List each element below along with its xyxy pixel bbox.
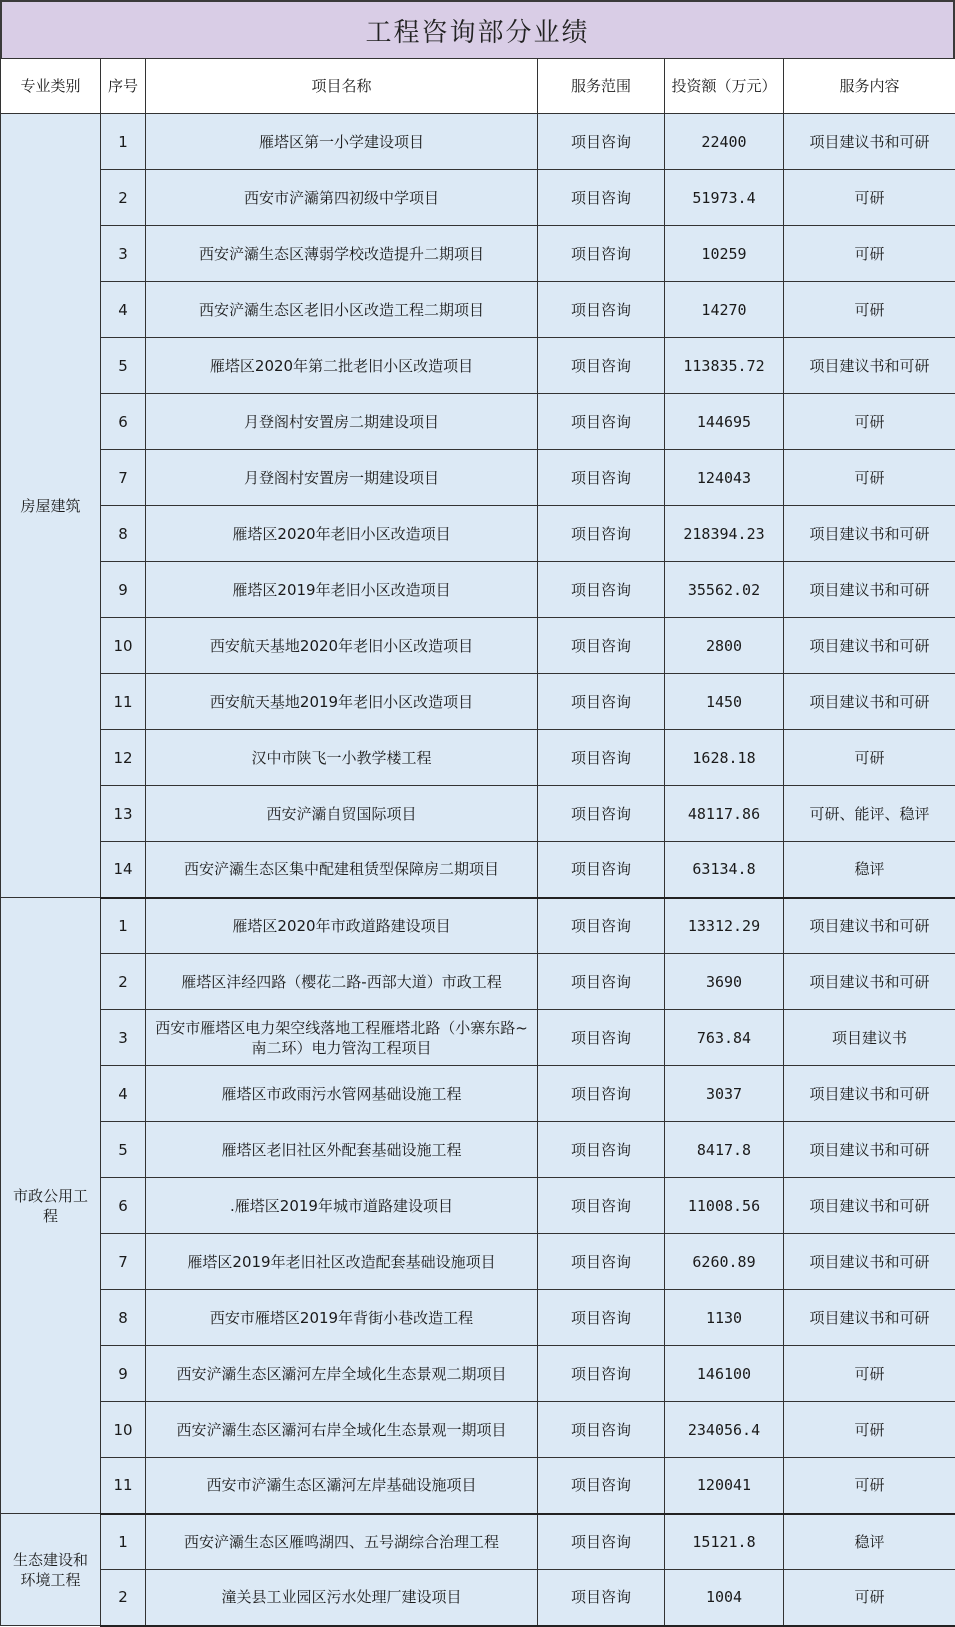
investment-amount-cell: 15121.8	[665, 1514, 784, 1570]
project-name-cell: 雁塔区市政雨污水管网基础设施工程	[146, 1066, 538, 1122]
investment-amount-cell: 144695	[665, 394, 784, 450]
service-content-cell: 可研	[784, 170, 955, 226]
service-scope-cell: 项目咨询	[538, 450, 665, 506]
investment-amount-cell: 8417.8	[665, 1122, 784, 1178]
row-no-cell: 10	[101, 1402, 146, 1458]
row-no-cell: 3	[101, 1010, 146, 1066]
project-name-cell: 雁塔区2020年第二批老旧小区改造项目	[146, 338, 538, 394]
project-name-cell: 雁塔区2019年老旧小区改造项目	[146, 562, 538, 618]
service-content-cell: 项目建议书和可研	[784, 114, 955, 170]
investment-amount-cell: 3690	[665, 954, 784, 1010]
table-row	[1, 338, 955, 394]
service-scope-cell: 项目咨询	[538, 1122, 665, 1178]
row-no-cell: 1	[101, 898, 146, 954]
table-row	[1, 1122, 955, 1178]
table-row	[1, 786, 955, 842]
category-cell: 市政公用工程	[1, 898, 101, 1514]
service-scope-cell: 项目咨询	[538, 730, 665, 786]
header-name: 项目名称	[146, 59, 538, 114]
service-content-cell: 稳评	[784, 842, 955, 898]
investment-amount-cell: 1004	[665, 1570, 784, 1626]
header-no: 序号	[101, 59, 146, 114]
service-content-cell: 项目建议书和可研	[784, 1066, 955, 1122]
table-row	[1, 674, 955, 730]
investment-amount-cell: 218394.23	[665, 506, 784, 562]
service-scope-cell: 项目咨询	[538, 1458, 665, 1514]
row-no-cell: 2	[101, 954, 146, 1010]
service-content-cell: 项目建议书和可研	[784, 954, 955, 1010]
investment-amount-cell: 113835.72	[665, 338, 784, 394]
row-no-cell: 1	[101, 114, 146, 170]
table-row	[1, 842, 955, 898]
row-no-cell: 7	[101, 450, 146, 506]
service-content-cell: 项目建议书和可研	[784, 1234, 955, 1290]
service-content-cell: 项目建议书和可研	[784, 1290, 955, 1346]
table-row	[1, 1066, 955, 1122]
investment-amount-cell: 13312.29	[665, 898, 784, 954]
service-content-cell: 项目建议书和可研	[784, 506, 955, 562]
table-row	[1, 730, 955, 786]
service-scope-cell: 项目咨询	[538, 1010, 665, 1066]
project-name-cell: .雁塔区2019年城市道路建设项目	[146, 1178, 538, 1234]
row-no-cell: 2	[101, 1570, 146, 1626]
investment-amount-cell: 763.84	[665, 1010, 784, 1066]
table-row	[1, 1458, 955, 1514]
service-content-cell: 项目建议书和可研	[784, 1122, 955, 1178]
service-scope-cell: 项目咨询	[538, 954, 665, 1010]
project-name-cell: 潼关县工业园区污水处理厂建设项目	[146, 1570, 538, 1626]
table-row	[1, 1570, 955, 1626]
service-content-cell: 项目建议书和可研	[784, 1178, 955, 1234]
table-body	[1, 114, 955, 1626]
row-no-cell: 6	[101, 394, 146, 450]
service-content-cell: 可研	[784, 730, 955, 786]
service-content-cell: 可研	[784, 1346, 955, 1402]
service-scope-cell: 项目咨询	[538, 506, 665, 562]
service-content-cell: 可研	[784, 282, 955, 338]
project-name-cell: 西安航天基地2019年老旧小区改造项目	[146, 674, 538, 730]
service-scope-cell: 项目咨询	[538, 1234, 665, 1290]
investment-amount-cell: 2800	[665, 618, 784, 674]
service-scope-cell: 项目咨询	[538, 1066, 665, 1122]
table-row	[1, 394, 955, 450]
table-row	[1, 282, 955, 338]
header-row	[1, 59, 955, 114]
service-scope-cell: 项目咨询	[538, 282, 665, 338]
service-content-cell: 可研	[784, 450, 955, 506]
service-content-cell: 项目建议书和可研	[784, 674, 955, 730]
project-name-cell: 雁塔区沣经四路（樱花二路-西部大道）市政工程	[146, 954, 538, 1010]
table-row	[1, 226, 955, 282]
investment-amount-cell: 63134.8	[665, 842, 784, 898]
project-name-cell: 雁塔区2020年市政道路建设项目	[146, 898, 538, 954]
service-content-cell: 可研	[784, 394, 955, 450]
row-no-cell: 2	[101, 170, 146, 226]
project-name-cell: 月登阁村安置房二期建设项目	[146, 394, 538, 450]
row-no-cell: 4	[101, 1066, 146, 1122]
service-content-cell: 可研	[784, 1402, 955, 1458]
project-name-cell: 西安市浐灞生态区灞河左岸基础设施项目	[146, 1458, 538, 1514]
row-no-cell: 6	[101, 1178, 146, 1234]
service-scope-cell: 项目咨询	[538, 674, 665, 730]
service-scope-cell: 项目咨询	[538, 1346, 665, 1402]
investment-amount-cell: 51973.4	[665, 170, 784, 226]
table-row	[1, 1290, 955, 1346]
table-row	[1, 1010, 955, 1066]
investment-amount-cell: 124043	[665, 450, 784, 506]
service-scope-cell: 项目咨询	[538, 562, 665, 618]
investment-amount-cell: 14270	[665, 282, 784, 338]
project-name-cell: 雁塔区第一小学建设项目	[146, 114, 538, 170]
service-content-cell: 项目建议书和可研	[784, 562, 955, 618]
table-row	[1, 618, 955, 674]
row-no-cell: 8	[101, 1290, 146, 1346]
service-content-cell: 可研	[784, 1458, 955, 1514]
row-no-cell: 7	[101, 1234, 146, 1290]
table-row	[1, 1346, 955, 1402]
investment-amount-cell: 146100	[665, 1346, 784, 1402]
project-name-cell: 西安浐灞自贸国际项目	[146, 786, 538, 842]
service-content-cell: 可研	[784, 1570, 955, 1626]
service-scope-cell: 项目咨询	[538, 618, 665, 674]
table-row	[1, 506, 955, 562]
project-name-cell: 西安市雁塔区电力架空线落地工程雁塔北路（小寨东路~南二环）电力管沟工程项目	[146, 1010, 538, 1066]
service-scope-cell: 项目咨询	[538, 170, 665, 226]
service-content-cell: 项目建议书和可研	[784, 618, 955, 674]
performance-table	[0, 58, 955, 1627]
row-no-cell: 10	[101, 618, 146, 674]
service-content-cell: 可研、能评、稳评	[784, 786, 955, 842]
row-no-cell: 9	[101, 562, 146, 618]
service-scope-cell: 项目咨询	[538, 1178, 665, 1234]
service-scope-cell: 项目咨询	[538, 786, 665, 842]
service-content-cell: 可研	[784, 226, 955, 282]
table-row	[1, 1178, 955, 1234]
header-scope: 服务范围	[538, 59, 665, 114]
project-name-cell: 西安航天基地2020年老旧小区改造项目	[146, 618, 538, 674]
table-row	[1, 1234, 955, 1290]
service-scope-cell: 项目咨询	[538, 1514, 665, 1570]
row-no-cell: 8	[101, 506, 146, 562]
service-scope-cell: 项目咨询	[538, 114, 665, 170]
service-content-cell: 稳评	[784, 1514, 955, 1570]
table-row	[1, 562, 955, 618]
project-name-cell: 西安市浐灞第四初级中学项目	[146, 170, 538, 226]
service-content-cell: 项目建议书	[784, 1010, 955, 1066]
investment-amount-cell: 11008.56	[665, 1178, 784, 1234]
table-row	[1, 1402, 955, 1458]
investment-amount-cell: 48117.86	[665, 786, 784, 842]
row-no-cell: 12	[101, 730, 146, 786]
service-scope-cell: 项目咨询	[538, 394, 665, 450]
project-name-cell: 西安浐灞生态区老旧小区改造工程二期项目	[146, 282, 538, 338]
project-name-cell: 西安浐灞生态区雁鸣湖四、五号湖综合治理工程	[146, 1514, 538, 1570]
service-scope-cell: 项目咨询	[538, 1570, 665, 1626]
service-content-cell: 项目建议书和可研	[784, 898, 955, 954]
service-scope-cell: 项目咨询	[538, 1402, 665, 1458]
category-cell: 生态建设和环境工程	[1, 1514, 101, 1626]
row-no-cell: 3	[101, 226, 146, 282]
investment-amount-cell: 1130	[665, 1290, 784, 1346]
service-scope-cell: 项目咨询	[538, 842, 665, 898]
row-no-cell: 4	[101, 282, 146, 338]
project-name-cell: 汉中市陕飞一小教学楼工程	[146, 730, 538, 786]
table-row	[1, 114, 955, 170]
service-scope-cell: 项目咨询	[538, 338, 665, 394]
table-row	[1, 170, 955, 226]
row-no-cell: 9	[101, 1346, 146, 1402]
project-name-cell: 雁塔区2019年老旧社区改造配套基础设施项目	[146, 1234, 538, 1290]
project-name-cell: 雁塔区2020年老旧小区改造项目	[146, 506, 538, 562]
project-name-cell: 月登阁村安置房一期建设项目	[146, 450, 538, 506]
project-name-cell: 西安浐灞生态区灞河右岸全域化生态景观一期项目	[146, 1402, 538, 1458]
header-category: 专业类别	[1, 59, 101, 114]
table-row	[1, 450, 955, 506]
category-cell: 房屋建筑	[1, 114, 101, 898]
row-no-cell: 13	[101, 786, 146, 842]
investment-amount-cell: 1450	[665, 674, 784, 730]
service-scope-cell: 项目咨询	[538, 226, 665, 282]
investment-amount-cell: 120041	[665, 1458, 784, 1514]
project-name-cell: 西安浐灞生态区灞河左岸全域化生态景观二期项目	[146, 1346, 538, 1402]
investment-amount-cell: 10259	[665, 226, 784, 282]
row-no-cell: 14	[101, 842, 146, 898]
investment-amount-cell: 6260.89	[665, 1234, 784, 1290]
investment-amount-cell: 3037	[665, 1066, 784, 1122]
investment-amount-cell: 234056.4	[665, 1402, 784, 1458]
investment-amount-cell: 1628.18	[665, 730, 784, 786]
table-row	[1, 1514, 955, 1570]
header-content: 服务内容	[784, 59, 955, 114]
row-no-cell: 5	[101, 338, 146, 394]
investment-amount-cell: 35562.02	[665, 562, 784, 618]
service-scope-cell: 项目咨询	[538, 1290, 665, 1346]
service-scope-cell: 项目咨询	[538, 898, 665, 954]
table-row	[1, 954, 955, 1010]
row-no-cell: 11	[101, 1458, 146, 1514]
row-no-cell: 1	[101, 1514, 146, 1570]
project-name-cell: 西安浐灞生态区薄弱学校改造提升二期项目	[146, 226, 538, 282]
header-amount: 投资额（万元）	[665, 59, 784, 114]
investment-amount-cell: 22400	[665, 114, 784, 170]
row-no-cell: 5	[101, 1122, 146, 1178]
table-row	[1, 898, 955, 954]
row-no-cell: 11	[101, 674, 146, 730]
project-name-cell: 西安市雁塔区2019年背街小巷改造工程	[146, 1290, 538, 1346]
project-name-cell: 西安浐灞生态区集中配建租赁型保障房二期项目	[146, 842, 538, 898]
project-name-cell: 雁塔区老旧社区外配套基础设施工程	[146, 1122, 538, 1178]
sheet-title: 工程咨询部分业绩	[0, 0, 955, 58]
service-content-cell: 项目建议书和可研	[784, 338, 955, 394]
